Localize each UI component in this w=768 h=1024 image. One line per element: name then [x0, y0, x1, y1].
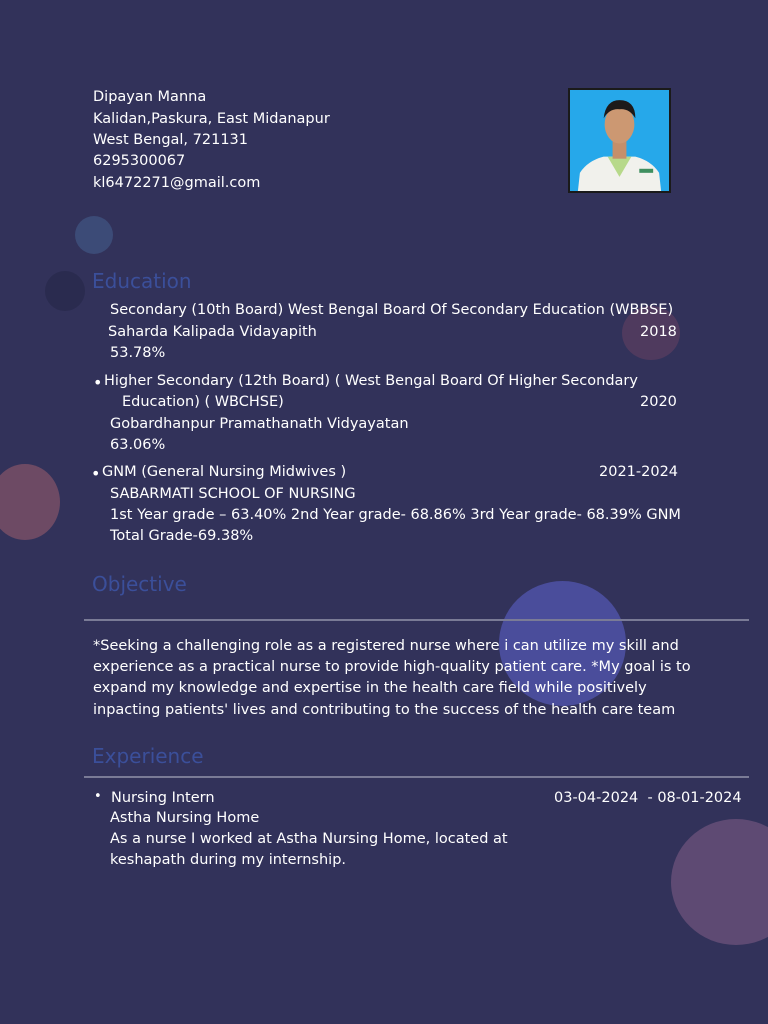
- education-heading: Education: [92, 269, 192, 293]
- experience-desc-line1: As a nurse I worked at Astha Nursing Home, located at: [110, 831, 508, 847]
- contact-address-line1: Kalidan,Paskura, East Midanapur: [93, 111, 330, 127]
- edu-gnm-grades-line1: 1st Year grade – 63.40% 2nd Year grade- 68.86% 3rd Year grade- 68.39% GNM: [110, 507, 681, 523]
- objective-line: *Seeking a challenging role as a registered nurse where i can utilize my skill and: [93, 638, 679, 654]
- edu-secondary-year: 2018: [640, 324, 677, 340]
- edu-secondary-score: 53.78%: [110, 345, 166, 361]
- contact-name: Dipayan Manna: [93, 89, 207, 105]
- section-divider: [84, 619, 749, 621]
- edu-secondary-school: Saharda Kalipada Vidayapith: [108, 324, 317, 340]
- objective-line: expand my knowledge and expertise in the health care field while positively: [93, 680, 647, 696]
- edu-higher-title-line1: Higher Secondary (12th Board) ( West Bengal Board Of Higher Secondary: [104, 373, 638, 389]
- experience-heading: Experience: [92, 744, 204, 768]
- edu-gnm-year: 2021-2024: [599, 464, 679, 480]
- decor-circle: [45, 271, 85, 311]
- bullet-icon: •: [91, 464, 101, 483]
- edu-secondary-title: Secondary (10th Board) West Bengal Board Of Secondary Education (WBBSE): [110, 302, 674, 318]
- objective-heading: Objective: [92, 572, 187, 596]
- experience-place: Astha Nursing Home: [110, 810, 260, 826]
- decor-circle: [75, 216, 113, 254]
- contact-address-line2: West Bengal, 721131: [93, 132, 249, 148]
- bullet-icon: •: [93, 373, 103, 392]
- section-divider: [84, 776, 749, 778]
- edu-higher-school: Gobardhanpur Pramathanath Vidyayatan: [110, 416, 409, 432]
- bullet-icon: •: [94, 789, 102, 804]
- profile-photo: [568, 88, 671, 193]
- objective-line: inpacting patients' lives and contributing to the success of the health care team: [93, 702, 676, 718]
- objective-line: experience as a practical nurse to provide high-quality patient care. *My goal is to: [93, 659, 691, 675]
- contact-phone: 6295300067: [93, 153, 186, 169]
- decor-circle: [671, 819, 768, 945]
- decor-circle: [0, 464, 60, 540]
- experience-desc-line2: keshapath during my internship.: [110, 852, 347, 868]
- edu-gnm-grades-line2: Total Grade-69.38%: [110, 528, 254, 544]
- experience-dates: 03-04-2024 - 08-01-2024: [554, 790, 742, 806]
- edu-gnm-school: SABARMATI SCHOOL OF NURSING: [110, 486, 356, 502]
- contact-email: kl6472271@gmail.com: [93, 175, 261, 191]
- experience-role: Nursing Intern: [111, 790, 215, 806]
- edu-higher-year: 2020: [640, 394, 677, 410]
- edu-gnm-title: GNM (General Nursing Midwives ): [102, 464, 347, 480]
- edu-higher-title-line2: Education) ( WBCHSE): [122, 394, 284, 410]
- edu-higher-score: 63.06%: [110, 437, 166, 453]
